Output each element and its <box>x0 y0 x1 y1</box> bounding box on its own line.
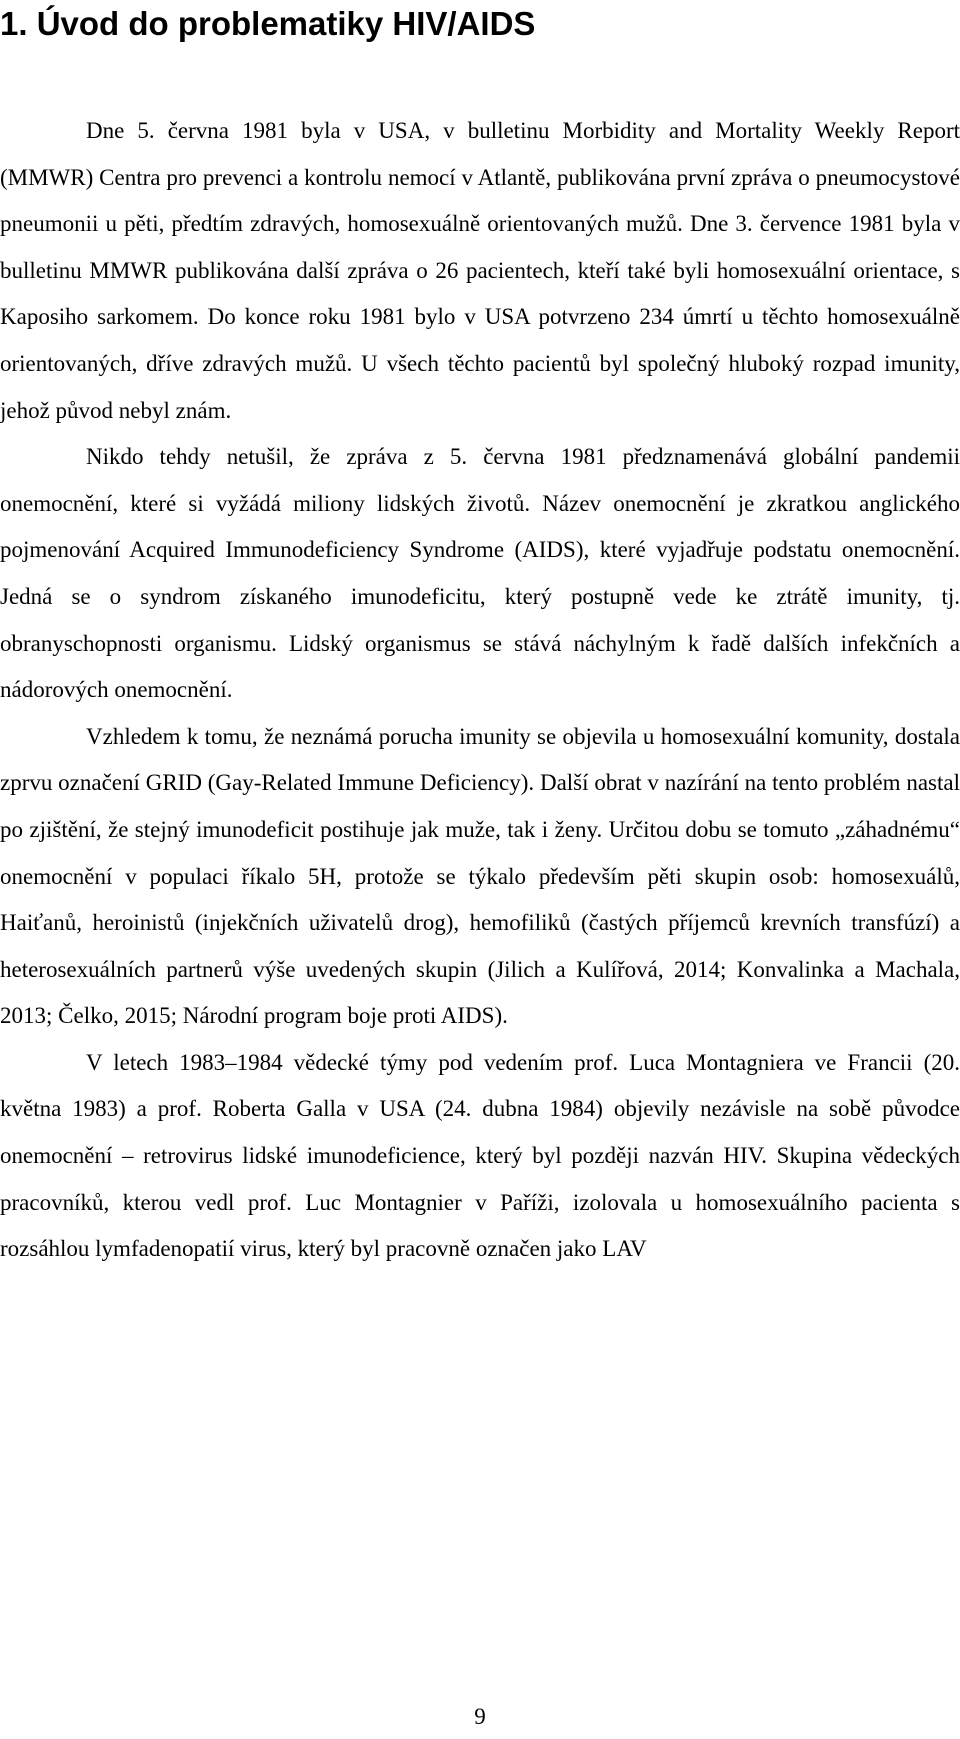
paragraph-2: Nikdo tehdy netušil, že zpráva z 5. června 1981 předznamenává globální pandemii onemocnění, které si vyžádá miliony lidských životů. Název onemocnění je zkratkou anglického pojmenování Acquired Immunodeficiency Syndrome (AIDS), které vyjadřuje podstatu onemocnění. Jedná se o syndrom získaného imunodeficitu, který postupně vede ke ztrátě imunity, tj. obranyschopnosti organismu. Lidský organismus se stává náchylným k řadě dalších infekčních a nádorových onemocnění. <box>0 444 960 703</box>
page-number: 9 <box>474 1704 486 1729</box>
paragraph-3: Vzhledem k tomu, že neznámá porucha imunity se objevila u homosexuální komunity, dostala zprvu označení GRID (Gay-Related Immune Deficiency). Další obrat v nazírání na tento problém nastal po zjištění, že stejný imunodeficit postihuje jak muže, tak i ženy. Určitou dobu se tomuto „záhadnému“ onemocnění v populaci říkalo 5H, protože se týkalo především pěti skupin osob: homosexuálů, Haiťanů, heroinistů (injekčních uživatelů drog), hemofiliků (častých příjemců krevních transfúzí) a heterosexuálních partnerů výše uvedených skupin (Jilich a Kulířová, 2014; Konvalinka a Machala, 2013; Čelko, 2015; Národní program boje proti AIDS). <box>0 723 960 1029</box>
paragraph-4: V letech 1983–1984 vědecké týmy pod vedením prof. Luca Montagniera ve Francii (20. května 1983) a prof. Roberta Galla v USA (24. dubna 1984) objevily nezávisle na sobě původce onemocnění – retrovirus lidské imunodeficience, který byl později nazván HIV. Skupina vědeckých pracovníků, kterou vedl prof. Luc Montagnier v Paříži, izolovala u homosexuálního pacienta s rozsáhlou lymfadenopatií virus, který byl pracovně označen jako LAV <box>0 1049 960 1262</box>
body-text <box>0 108 960 1273</box>
section-heading: 1. Úvod do problematiky HIV/AIDS <box>0 5 536 42</box>
paragraph-1: Dne 5. června 1981 byla v USA, v bulletinu Morbidity and Mortality Weekly Report (MMWR) Centra pro prevenci a kontrolu nemocí v Atlantě, publikována první zpráva o pneumocystové pneumonii u pěti, předtím zdravých, homosexuálně orientovaných mužů. Dne 3. července 1981 byla v bulletinu MMWR publikována další zpráva o 26 pacientech, kteří také byli homosexuální orientace, s Kaposiho sarkomem. Do konce roku 1981 bylo v USA potvrzeno 234 úmrtí u těchto homosexuálně orientovaných, dříve zdravých mužů. U všech těchto pacientů byl společný hluboký rozpad imunity, jehož původ nebyl znám. <box>0 118 960 423</box>
